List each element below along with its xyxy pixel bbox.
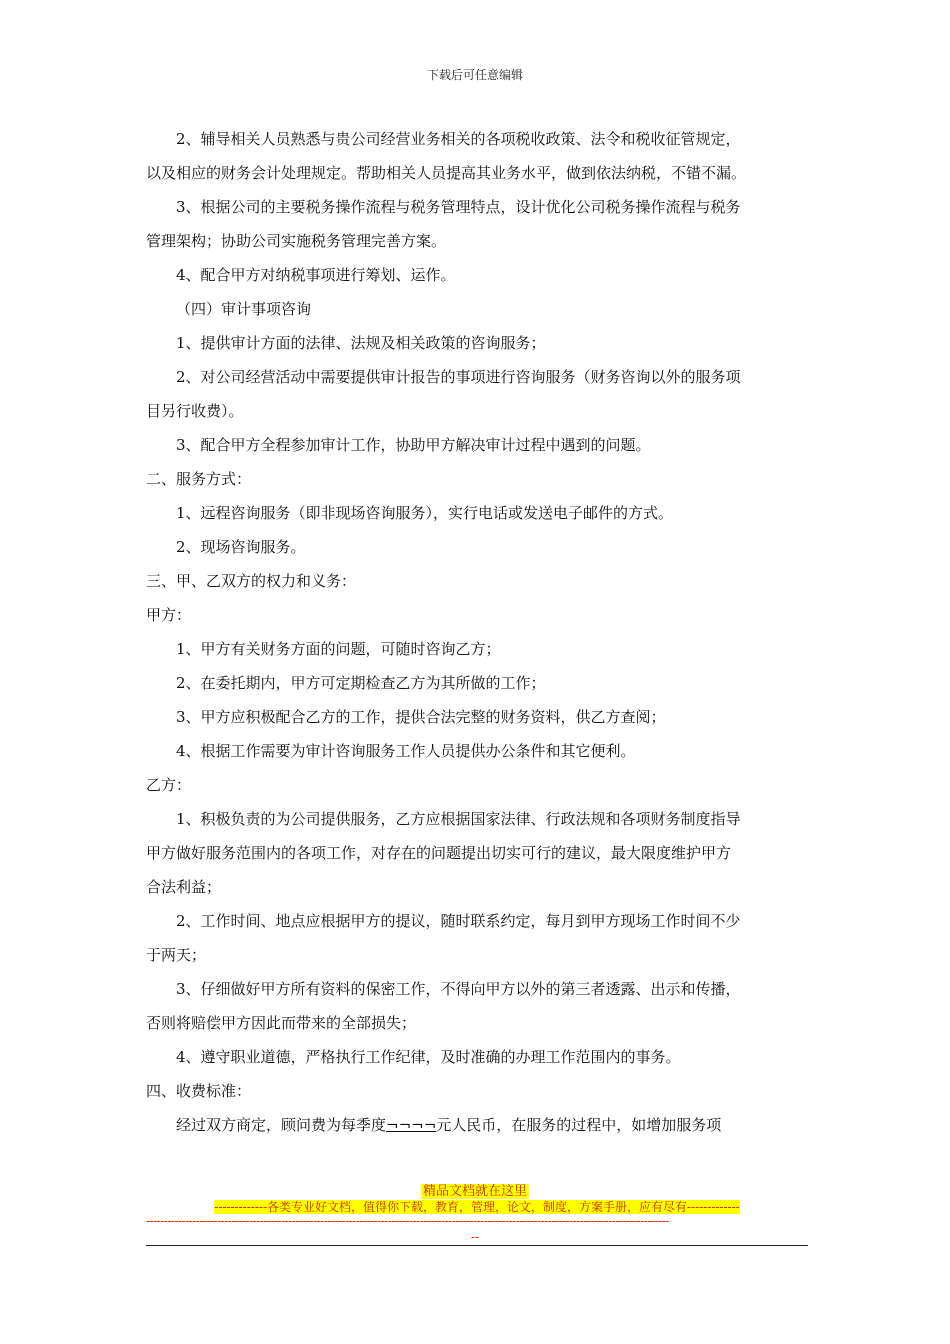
paragraph-line: 于两天； [146,946,207,964]
paragraph-line: 1、积极负责的为公司提供服务，乙方应根据国家法律、行政法规和各项财务制度指导 [176,810,741,828]
paragraph-line: 2、对公司经营活动中需要提供审计报告的事项进行咨询服务（财务咨询以外的服务项 [176,368,741,386]
paragraph-line: 合法利益； [146,878,222,896]
footer-tagline-text: -------------各类专业好文档，值得你下载，教育，管理，论文，制度，方案手册，应有尽有------------- [214,1200,740,1214]
paragraph-line: 2、工作时间、地点应根据甲方的提议，随时联系约定，每月到甲方现场工作时间不少 [176,912,741,930]
fee-line [146,1108,808,1142]
paragraph-line: 以及相应的财务会计处理规定。帮助相关人员提高其业务水平，做到依法纳税，不错不漏。 [146,164,747,182]
paragraph-line: 四、收费标准： [146,1082,252,1100]
paragraph-line: 乙方： [146,776,192,794]
paragraph-line: 1、远程咨询服务（即非现场咨询服务），实行电话或发送电子邮件的方式。 [176,504,674,522]
footer-title-text: 精品文档就在这里 [422,1184,527,1199]
paragraph-line: 2、现场咨询服务。 [176,538,306,556]
paragraph-line: 甲方做好服务范围内的各项工作，对存在的问题提出切实可行的建议，最大限度维护甲方 [146,844,732,862]
paragraph-line: （四）审计事项咨询 [176,300,312,318]
footer-dashes-end: -- [470,1230,480,1244]
paragraph-line: 三、甲、乙双方的权力和义务： [146,572,357,590]
paragraph-line: 二、服务方式： [146,470,252,488]
paragraph-line: 4、根据工作需要为审计咨询服务工作人员提供办公条件和其它便利。 [176,742,636,760]
paragraph-line: 3、配合甲方全程参加审计工作，协助甲方解决审计过程中遇到的问题。 [176,436,651,454]
paragraph-line: 3、根据公司的主要税务操作流程与税务管理特点，设计优化公司税务操作流程与税务 [176,198,741,216]
paragraph-line: 4、配合甲方对纳税事项进行筹划、运作。 [176,266,456,284]
paragraph-line: 1、提供审计方面的法律、法规及相关政策的咨询服务； [176,334,546,352]
header-note: 下载后可任意编辑 [426,68,523,82]
fee-line-after: 元人民币，在服务的过程中，如增加服务项 [436,1116,722,1134]
paragraph-line: 管理架构；协助公司实施税务管理完善方案。 [146,232,447,250]
document-body [146,122,808,1142]
footer-tagline [146,1198,808,1215]
footer-title [0,1180,950,1199]
paragraph-line: 2、辅导相关人员熟悉与贵公司经营业务相关的各项税收政策、法令和税收征管规定， [176,130,741,148]
paragraph-line: 2、在委托期内，甲方可定期检查乙方为其所做的工作； [176,674,546,692]
fee-blank: ¬¬¬¬ [386,1116,437,1134]
fee-line-before: 经过双方商定，顾问费为每季度 [176,1116,387,1134]
paragraph-line: 目另行收费）。 [146,402,244,420]
paragraph-line: 4、遵守职业道德，严格执行工作纪律，及时准确的办理工作范围内的事务。 [176,1048,681,1066]
paragraph-line: 1、甲方有关财务方面的问题，可随时咨询乙方； [176,640,501,658]
footer-dashes: --------------------------------------------------------------------------------------------------------------------------------------------------- [146,1214,669,1228]
paragraph-line: 3、甲方应积极配合乙方的工作，提供合法完整的财务资料，供乙方查阅； [176,708,666,726]
footer-rule [146,1245,808,1246]
paragraph-line: 否则将赔偿甲方因此而带来的全部损失； [146,1014,417,1032]
paragraph-line: 3、仔细做好甲方所有资料的保密工作，不得向甲方以外的第三者透露、出示和传播， [176,980,741,998]
paragraph-line: 甲方： [146,606,192,624]
